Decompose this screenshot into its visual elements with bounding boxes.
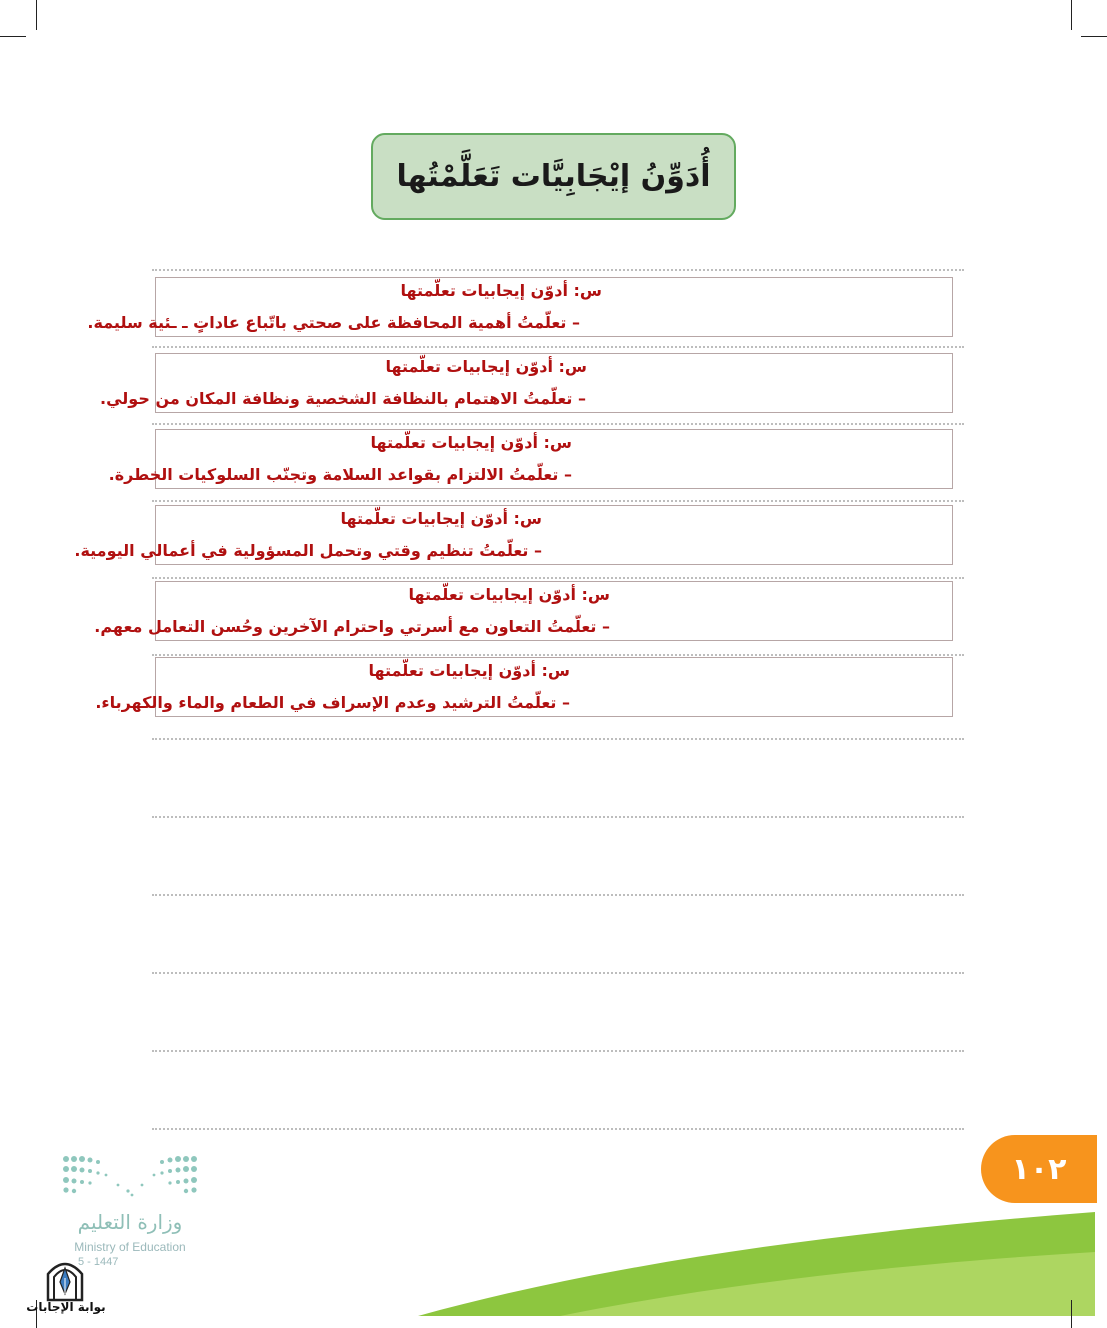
answer-box [100,353,953,413]
writing-line [152,1128,964,1130]
page-number-badge [981,1135,1097,1203]
crop-mark [1081,36,1107,37]
ministry-name-arabic: وزارة التعليم [77,1210,183,1234]
answer-text: – تعلّمتُ الترشيد وعدم الإسراف في الطعام والماء والكهرباء. [95,693,570,712]
answer-text: – تعلّمتُ الاهتمام بالنظافة الشخصية ونظافة المكان من حولي. [100,389,586,408]
crop-mark [36,0,37,30]
crop-mark [1071,1300,1072,1328]
answer-box [95,657,953,717]
page-number: ١٠٢ [1011,1151,1067,1187]
answer-text: – تعلّمتُ أهمية المحافظة على صحتي باتّباع عاداتٍ ـ ـئية سليمة. [87,313,580,332]
question-label: س: أدوّن إيجابيات تعلّمتها [385,357,587,376]
writing-line [152,894,964,896]
question-label: س: أدوّن إيجابيات تعلّمتها [408,585,610,604]
ministry-logo-icon [62,1155,198,1199]
answer-text: – تعلّمتُ الالتزام بقواعد السلامة وتجنّب السلوكيات الخطرة. [108,465,572,484]
answer-text: – تعلّمتُ تنظيم وقتي وتحمل المسؤولية في أعمالي اليومية. [74,541,542,560]
question-label: س: أدوّن إيجابيات تعلّمتها [340,509,542,528]
writing-line [152,346,964,348]
answer-box [108,429,953,489]
answer-text: – تعلّمتُ التعاون مع أسرتي واحترام الآخرين وحُسن التعامل معهم. [94,617,610,636]
writing-line [152,500,964,502]
writing-line [152,972,964,974]
crop-mark [0,36,26,37]
writing-line [152,577,964,579]
writing-line [152,269,964,271]
question-label: س: أدوّن إيجابيات تعلّمتها [400,281,602,300]
question-label: س: أدوّن إيجابيات تعلّمتها [368,661,570,680]
writing-line [152,1050,964,1052]
title-box [371,133,736,220]
edition-year: 5 - 1447 [78,1256,119,1268]
watermark-text: بوابة الإجابات [26,1300,106,1314]
page-title: أُدَوِّنُ إيْجَابِيَّات تَعَلَّمْتُها [396,159,711,194]
ministry-name-english: Ministry of Education [74,1240,186,1254]
crop-mark [1071,0,1072,30]
writing-line [152,423,964,425]
writing-line [152,654,964,656]
answer-box [74,505,953,565]
answer-box [94,581,953,641]
question-label: س: أدوّن إيجابيات تعلّمتها [370,433,572,452]
watermark-logo-icon [44,1256,86,1302]
writing-line [152,816,964,818]
writing-line [152,738,964,740]
answer-box [87,277,953,337]
